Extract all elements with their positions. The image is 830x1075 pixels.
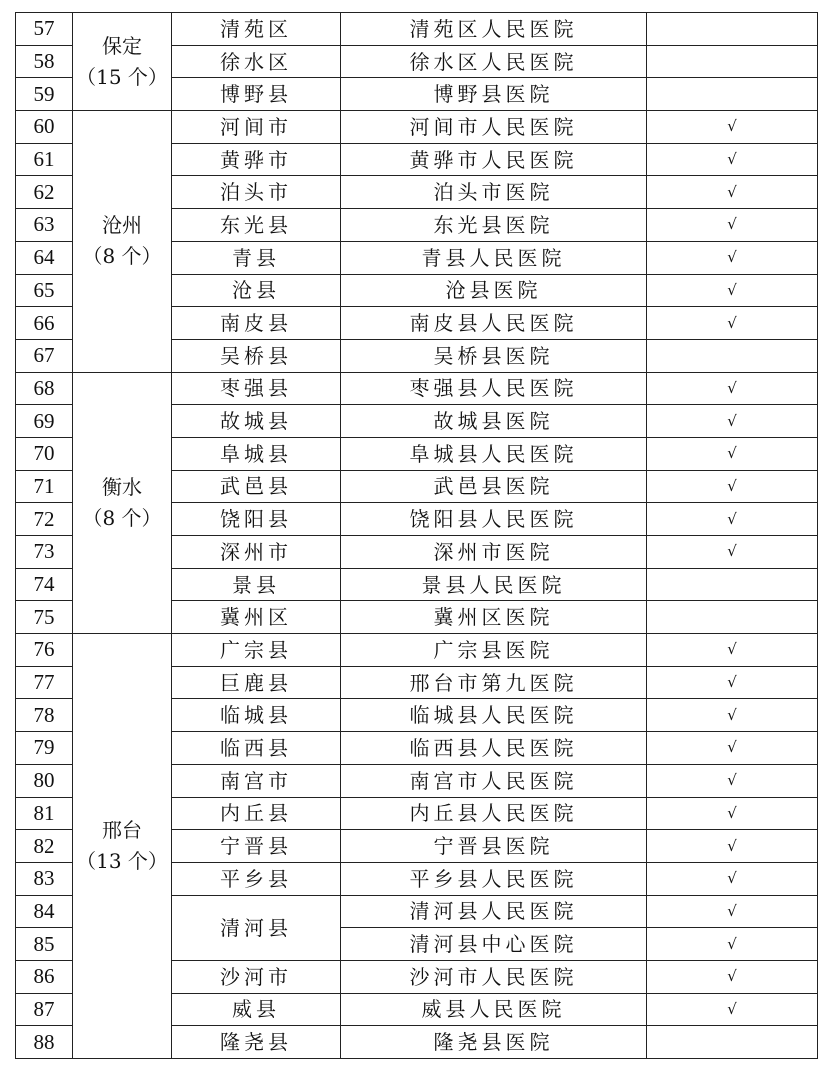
hospital-cell: 青县人民医院 <box>341 241 647 274</box>
hospital-cell: 隆尧县医院 <box>341 1026 647 1059</box>
city-name: 保定 <box>102 33 142 58</box>
check-mark-icon: √ <box>647 111 818 144</box>
hospital-cell: 沧县医院 <box>341 274 647 307</box>
hospital-cell: 深州市医院 <box>341 536 647 569</box>
row-number: 79 <box>16 732 73 765</box>
hospital-cell: 武邑县医院 <box>341 470 647 503</box>
county-cell: 平乡县 <box>172 862 341 895</box>
row-number: 82 <box>16 830 73 863</box>
county-cell: 沙河市 <box>172 960 341 993</box>
city-name: 衡水 <box>102 474 142 499</box>
row-number: 85 <box>16 928 73 961</box>
check-mark-icon <box>647 568 818 601</box>
county-cell: 黄骅市 <box>172 143 341 176</box>
county-cell: 内丘县 <box>172 797 341 830</box>
check-mark-icon: √ <box>647 666 818 699</box>
table-row <box>16 634 818 667</box>
table-row <box>16 111 818 144</box>
row-number: 59 <box>16 78 73 111</box>
check-mark-icon: √ <box>647 732 818 765</box>
county-cell: 广宗县 <box>172 634 341 667</box>
county-cell: 清河县 <box>172 895 341 960</box>
county-cell: 宁晋县 <box>172 830 341 863</box>
check-mark-icon: √ <box>647 895 818 928</box>
row-number: 71 <box>16 470 73 503</box>
row-number: 64 <box>16 241 73 274</box>
county-cell: 景县 <box>172 568 341 601</box>
hospital-cell: 宁晋县医院 <box>341 830 647 863</box>
check-mark-icon: √ <box>647 764 818 797</box>
city-count: （8 个） <box>82 244 162 269</box>
check-mark-icon: √ <box>647 143 818 176</box>
row-number: 75 <box>16 601 73 634</box>
hospital-cell: 沙河市人民医院 <box>341 960 647 993</box>
hospital-cell: 徐水区人民医院 <box>341 45 647 78</box>
table-row <box>16 13 818 46</box>
check-mark-icon: √ <box>647 503 818 536</box>
county-cell: 饶阳县 <box>172 503 341 536</box>
county-cell: 南宫市 <box>172 764 341 797</box>
city-name: 沧州 <box>102 213 142 238</box>
city-count: （15 个） <box>76 64 168 89</box>
check-mark-icon: √ <box>647 176 818 209</box>
hospital-cell: 南皮县人民医院 <box>341 307 647 340</box>
row-number: 67 <box>16 339 73 372</box>
hospital-cell: 冀州区医院 <box>341 601 647 634</box>
county-cell: 武邑县 <box>172 470 341 503</box>
row-number: 84 <box>16 895 73 928</box>
row-number: 58 <box>16 45 73 78</box>
check-mark-icon: √ <box>647 470 818 503</box>
check-mark-icon: √ <box>647 993 818 1026</box>
hospital-cell: 清苑区人民医院 <box>341 13 647 46</box>
check-mark-icon: √ <box>647 241 818 274</box>
hospital-cell: 临西县人民医院 <box>341 732 647 765</box>
city-cell <box>73 111 172 373</box>
hospital-cell: 临城县人民医院 <box>341 699 647 732</box>
check-mark-icon: √ <box>647 960 818 993</box>
row-number: 74 <box>16 568 73 601</box>
row-number: 72 <box>16 503 73 536</box>
check-mark-icon <box>647 45 818 78</box>
hospital-cell: 威县人民医院 <box>341 993 647 1026</box>
city-cell <box>73 13 172 111</box>
check-mark-icon: √ <box>647 437 818 470</box>
check-mark-icon: √ <box>647 274 818 307</box>
check-mark-icon: √ <box>647 634 818 667</box>
check-mark-icon <box>647 1026 818 1059</box>
city-cell <box>73 634 172 1059</box>
county-cell: 清苑区 <box>172 13 341 46</box>
county-cell: 威县 <box>172 993 341 1026</box>
row-number: 83 <box>16 862 73 895</box>
hospital-cell: 平乡县人民医院 <box>341 862 647 895</box>
county-cell: 河间市 <box>172 111 341 144</box>
row-number: 77 <box>16 666 73 699</box>
row-number: 88 <box>16 1026 73 1059</box>
table-body <box>16 13 818 1059</box>
county-cell: 泊头市 <box>172 176 341 209</box>
county-cell: 沧县 <box>172 274 341 307</box>
county-cell: 徐水区 <box>172 45 341 78</box>
row-number: 80 <box>16 764 73 797</box>
row-number: 66 <box>16 307 73 340</box>
check-mark-icon: √ <box>647 307 818 340</box>
hospital-cell: 景县人民医院 <box>341 568 647 601</box>
hospital-cell: 清河县人民医院 <box>341 895 647 928</box>
row-number: 68 <box>16 372 73 405</box>
row-number: 57 <box>16 13 73 46</box>
county-cell: 吴桥县 <box>172 339 341 372</box>
check-mark-icon: √ <box>647 862 818 895</box>
hospital-cell: 博野县医院 <box>341 78 647 111</box>
county-cell: 冀州区 <box>172 601 341 634</box>
county-cell: 临西县 <box>172 732 341 765</box>
table-row <box>16 372 818 405</box>
county-cell: 南皮县 <box>172 307 341 340</box>
row-number: 76 <box>16 634 73 667</box>
county-cell: 深州市 <box>172 536 341 569</box>
hospital-cell: 黄骅市人民医院 <box>341 143 647 176</box>
county-cell: 巨鹿县 <box>172 666 341 699</box>
check-mark-icon <box>647 78 818 111</box>
row-number: 60 <box>16 111 73 144</box>
city-cell <box>73 372 172 634</box>
hospital-cell: 邢台市第九医院 <box>341 666 647 699</box>
check-mark-icon <box>647 13 818 46</box>
check-mark-icon: √ <box>647 699 818 732</box>
check-mark-icon: √ <box>647 797 818 830</box>
row-number: 73 <box>16 536 73 569</box>
city-name: 邢台 <box>102 818 142 843</box>
hospital-table <box>15 12 818 1059</box>
row-number: 61 <box>16 143 73 176</box>
row-number: 62 <box>16 176 73 209</box>
check-mark-icon <box>647 339 818 372</box>
city-count: （13 个） <box>76 849 168 874</box>
row-number: 86 <box>16 960 73 993</box>
county-cell: 青县 <box>172 241 341 274</box>
row-number: 63 <box>16 209 73 242</box>
check-mark-icon: √ <box>647 928 818 961</box>
hospital-cell: 清河县中心医院 <box>341 928 647 961</box>
county-cell: 临城县 <box>172 699 341 732</box>
hospital-cell: 泊头市医院 <box>341 176 647 209</box>
county-cell: 阜城县 <box>172 437 341 470</box>
city-count: （8 个） <box>82 505 162 530</box>
hospital-cell: 南宫市人民医院 <box>341 764 647 797</box>
hospital-cell: 东光县医院 <box>341 209 647 242</box>
hospital-cell: 枣强县人民医院 <box>341 372 647 405</box>
check-mark-icon <box>647 601 818 634</box>
hospital-cell: 河间市人民医院 <box>341 111 647 144</box>
check-mark-icon: √ <box>647 830 818 863</box>
check-mark-icon: √ <box>647 209 818 242</box>
row-number: 70 <box>16 437 73 470</box>
county-cell: 枣强县 <box>172 372 341 405</box>
county-cell: 隆尧县 <box>172 1026 341 1059</box>
hospital-cell: 饶阳县人民医院 <box>341 503 647 536</box>
row-number: 69 <box>16 405 73 438</box>
county-cell: 博野县 <box>172 78 341 111</box>
hospital-cell: 广宗县医院 <box>341 634 647 667</box>
hospital-cell: 故城县医院 <box>341 405 647 438</box>
row-number: 87 <box>16 993 73 1026</box>
check-mark-icon: √ <box>647 536 818 569</box>
check-mark-icon: √ <box>647 372 818 405</box>
county-cell: 东光县 <box>172 209 341 242</box>
hospital-cell: 吴桥县医院 <box>341 339 647 372</box>
row-number: 65 <box>16 274 73 307</box>
hospital-cell: 阜城县人民医院 <box>341 437 647 470</box>
hospital-cell: 内丘县人民医院 <box>341 797 647 830</box>
row-number: 81 <box>16 797 73 830</box>
county-cell: 故城县 <box>172 405 341 438</box>
check-mark-icon: √ <box>647 405 818 438</box>
row-number: 78 <box>16 699 73 732</box>
